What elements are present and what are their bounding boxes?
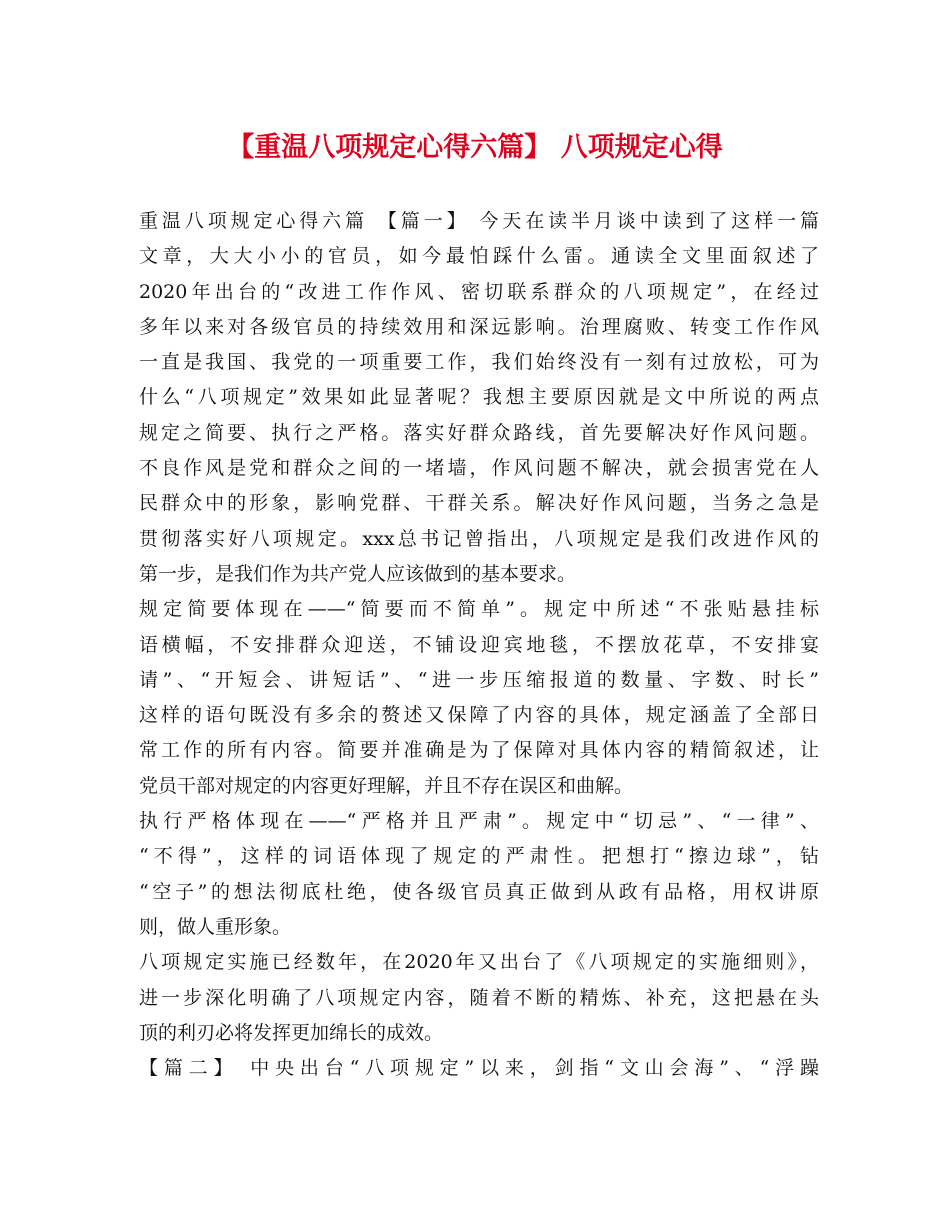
text-line: 民群众中的形象，影响党群、干群关系。解决好作风问题，当务之急是: [139, 492, 819, 515]
text-line: 八项规定实施已经数年，在2020年又出台了《八项规定的实施细则》，: [139, 951, 819, 974]
text-line: 这样的语句既没有多余的赘述又保障了内容的具体，规定涵盖了全部日: [139, 704, 819, 727]
text-line: 进一步深化明确了八项规定内容，随着不断的精炼、补充，这把悬在头: [139, 986, 819, 1009]
text-line: 语横幅，不安排群众迎送，不铺设迎宾地毯，不摆放花草，不安排宴: [139, 633, 819, 656]
text-line: 请”、“开短会、讲短话”、“进一步压缩报道的数量、字数、时长”: [139, 668, 819, 691]
text-line: 多年以来对各级官员的持续效用和深远影响。治理腐败、转变工作作风: [139, 315, 819, 338]
text-line: 一直是我国、我党的一项重要工作，我们始终没有一刻有过放松，可为: [139, 351, 819, 374]
text-line: 第一步，是我们作为共产党人应该做到的基本要求。: [139, 562, 577, 585]
text-line: “不得”，这样的词语体现了规定的严肃性。把想打“擦边球”，钻: [139, 845, 819, 868]
text-line: 【篇二】 中央出台“八项规定”以来，剑指“文山会海”、“浮躁: [139, 1057, 819, 1080]
text-line: 则，做人重形象。: [139, 915, 292, 938]
text-line: 不良作风是党和群众之间的一堵墙，作风问题不解决，就会损害党在人: [139, 457, 819, 480]
document-body: [139, 204, 819, 1086]
text-line: 规定简要体现在——“简要而不简单”。规定中所述“不张贴悬挂标: [139, 598, 819, 621]
text-line: “空子”的想法彻底杜绝，使各级官员真正做到从政有品格，用权讲原: [139, 880, 819, 903]
text-line: 文章，大大小小的官员，如今最怕踩什么雷。通读全文里面叙述了: [139, 245, 819, 268]
text-line: 规定之简要、执行之严格。落实好群众路线，首先要解决好作风问题。: [139, 421, 819, 444]
text-line: 常工作的所有内容。简要并准确是为了保障对具体内容的精简叙述，让: [139, 739, 819, 762]
text-line: 重温八项规定心得六篇 【篇一】 今天在读半月谈中读到了这样一篇: [139, 210, 819, 232]
text-line: 贯彻落实好八项规定。xxx总书记曾指出，八项规定是我们改进作风的: [139, 527, 819, 550]
text-line: 什么“八项规定”效果如此显著呢？我想主要原因就是文中所说的两点: [139, 386, 819, 409]
text-line: 党员干部对规定的内容更好理解，并且不存在误区和曲解。: [139, 774, 634, 797]
document-title: 【重温八项规定心得六篇】 八项规定心得: [227, 132, 723, 163]
text-line: 顶的利刃必将发挥更加绵长的成效。: [139, 1021, 444, 1044]
text-line: 2020年出台的“改进工作作风、密切联系群众的八项规定”，在经过: [139, 280, 819, 303]
text-line: 执行严格体现在——“严格并且严肃”。规定中“切忌”、“一律”、: [139, 810, 819, 833]
